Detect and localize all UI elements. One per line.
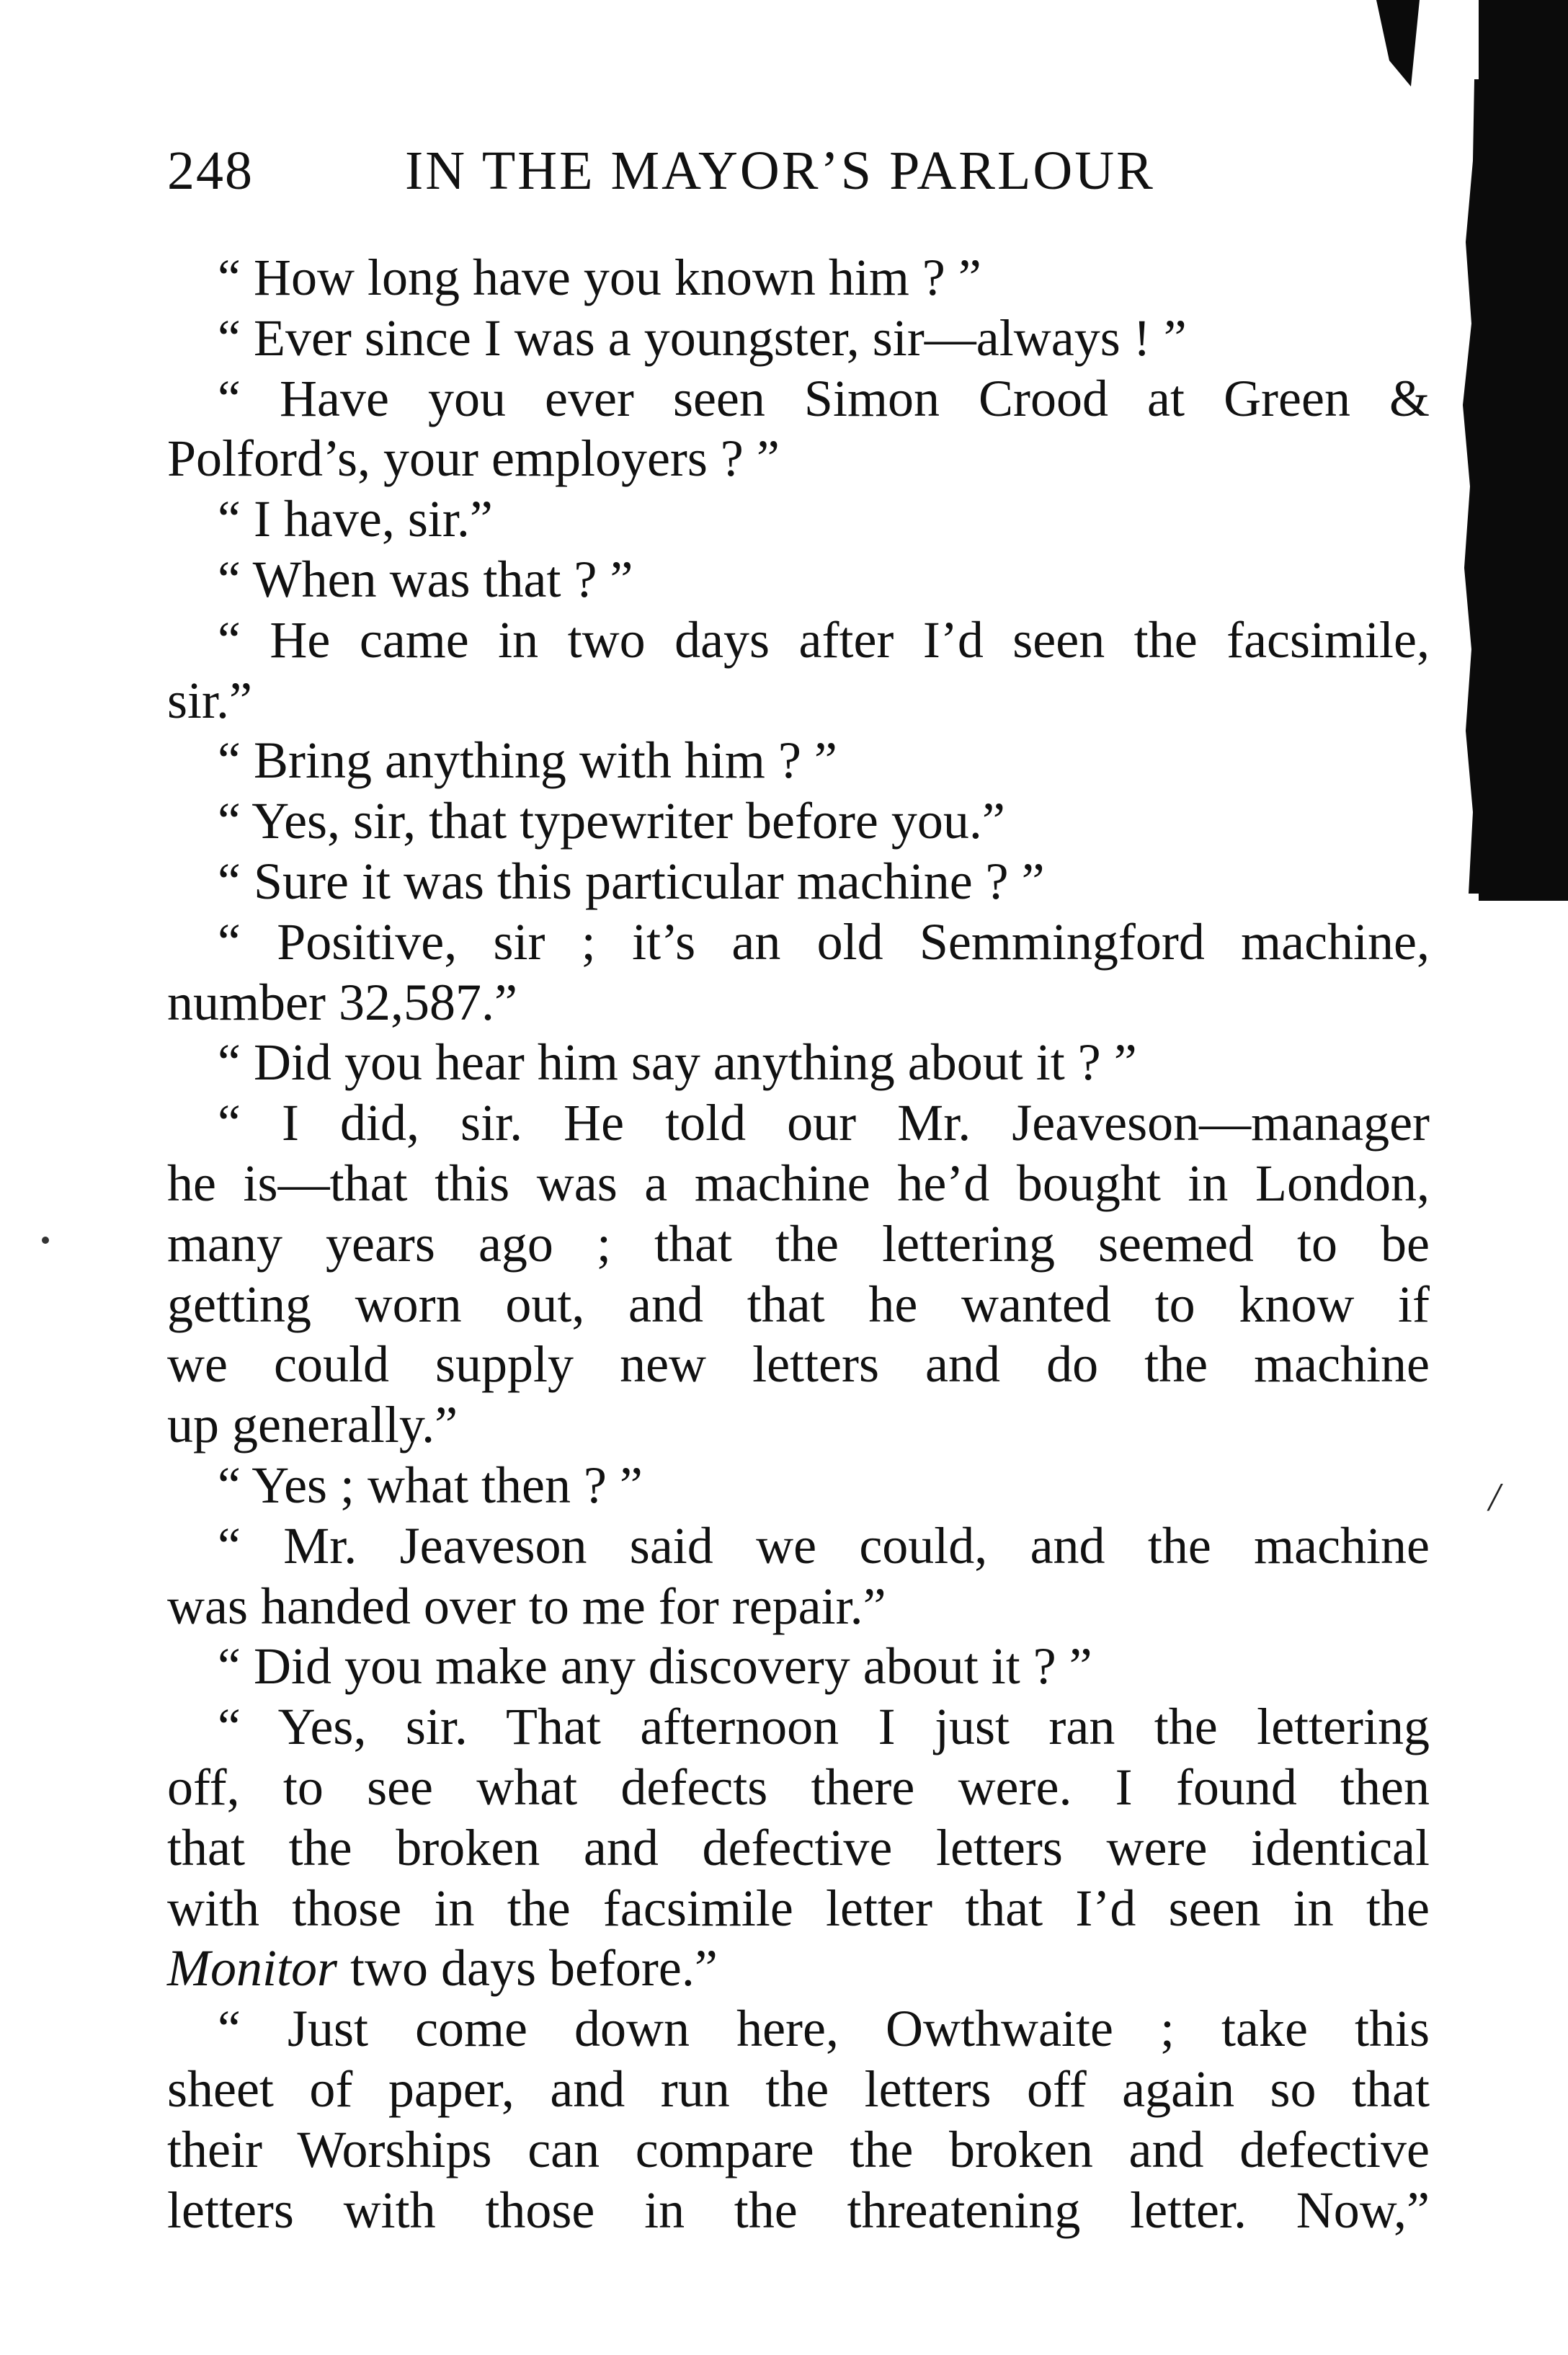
- text-line: “ Bring anything with him ? ”: [218, 731, 837, 790]
- text-line: “ Did you hear him say anything about it ? ”: [218, 1033, 1137, 1092]
- text-line: “ Yes, sir, that typewriter before you.”: [218, 792, 1005, 850]
- text-line: “ When was that ? ”: [218, 550, 633, 608]
- text-line: we could supply new letters and do the machine: [167, 1335, 1430, 1394]
- text-line: “ Yes ; what then ? ”: [218, 1456, 643, 1514]
- text-line: “ Positive, sir ; it’s an old Semmingford machine,: [218, 912, 1430, 971]
- text-line: [167, 1938, 1430, 1999]
- text-line: “ Ever since I was a youngster, sir—always ! ”: [218, 308, 1187, 367]
- text-line: he is—that this was a machine he’d bought in London,: [167, 1154, 1430, 1212]
- text-line: sheet of paper, and run the letters off again so that: [167, 2060, 1430, 2118]
- text-line: up generally.”: [167, 1396, 458, 1454]
- text-line: “ Sure it was this particular machine ? ”: [218, 852, 1045, 910]
- text-line: Polford’s, your employers ? ”: [167, 429, 780, 488]
- text-line: with those in the facsimile letter that I’d seen in the: [167, 1879, 1430, 1937]
- scan-edge-shadow-top: [1376, 0, 1420, 86]
- text-line: number 32,587.”: [167, 973, 517, 1031]
- newspaper-title: Monitor: [167, 1939, 338, 1998]
- text-line: sir.”: [167, 671, 252, 729]
- text-line-rest: two days before.”: [337, 1939, 718, 1998]
- text-line: that the broken and defective letters were identical: [167, 1818, 1430, 1877]
- text-line: letters with those in the threatening letter. Now,”: [167, 2181, 1430, 2239]
- body-text: [167, 248, 1430, 2240]
- text-line: “ Mr. Jeaveson said we could, and the machine: [218, 1516, 1430, 1575]
- text-line: off, to see what defects there were. I found then: [167, 1758, 1430, 1816]
- scan-edge-shadow: [1479, 0, 1568, 901]
- text-line: getting worn out, and that he wanted to know if: [167, 1275, 1430, 1333]
- stray-pencil-mark: /: [1489, 1475, 1500, 1520]
- text-line: “ I have, sir.”: [218, 490, 493, 548]
- text-line: “ He came in two days after I’d seen the facsimile,: [218, 610, 1430, 669]
- text-line: “ I did, sir. He told our Mr. Jeaveson—manager: [218, 1094, 1430, 1152]
- text-line: “ Did you make any discovery about it ? ”: [218, 1637, 1092, 1696]
- page-number: 248: [167, 141, 254, 201]
- ink-speck: [42, 1237, 49, 1244]
- text-line: “ Just come down here, Owthwaite ; take this: [218, 2000, 1430, 2058]
- text-line: “ How long have you known him ? ”: [218, 249, 981, 306]
- text-line: many years ago ; that the lettering seemed to be: [167, 1214, 1430, 1273]
- text-line: “ Have you ever seen Simon Crood at Green &: [218, 369, 1430, 427]
- running-title: IN THE MAYOR’S PARLOUR: [405, 141, 1155, 201]
- text-line: their Worships can compare the broken and defective: [167, 2120, 1430, 2178]
- text-line: “ Yes, sir. That afternoon I just ran the lettering: [218, 1698, 1430, 1756]
- page-header: [167, 138, 1291, 203]
- text-line: was handed over to me for repair.”: [167, 1577, 886, 1635]
